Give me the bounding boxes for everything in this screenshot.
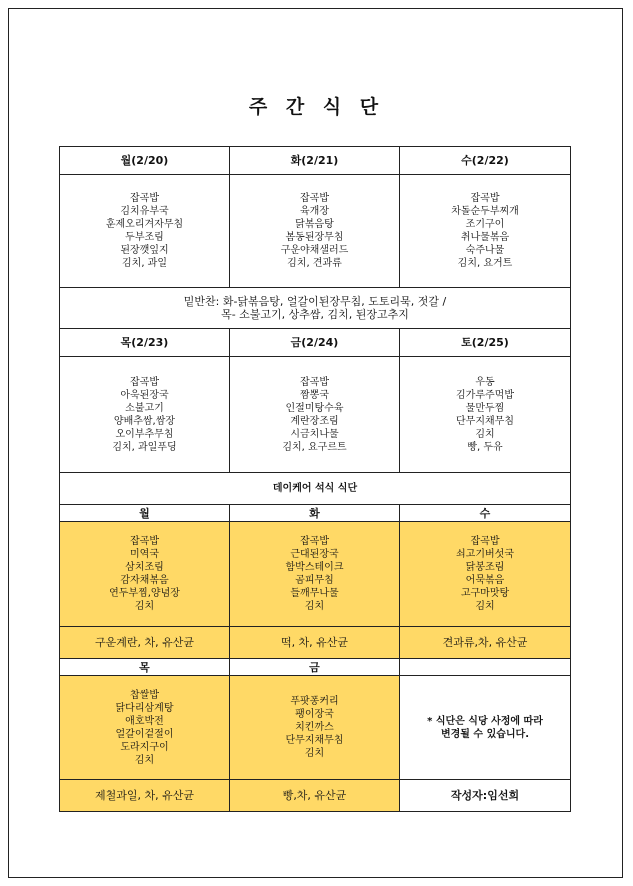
menu-item: 애호박전 (125, 715, 164, 727)
notice-text: 변경될 수 있습니다. (440, 728, 530, 740)
daycare-day-header: 금 (230, 659, 400, 676)
daycare-meal-wed (400, 522, 571, 627)
menu-item: 잡곡밥 (130, 193, 159, 204)
day-header-fri: 금(2/24) (230, 329, 400, 357)
menu-item: 팽이장국 (295, 709, 334, 720)
menu-item: 닭다리삼계탕 (115, 702, 174, 714)
menu-item: 단무지채무침 (456, 415, 514, 427)
daycare-meal-mon (60, 522, 230, 627)
daycare-snack-wed: 견과류,차, 유산균 (400, 627, 571, 659)
daycare-day-header: 월 (60, 505, 230, 522)
menu-item: 잡곡밥 (130, 376, 159, 388)
menu-item: 두부조림 (125, 232, 164, 243)
page-title: 주 간 식 단 (248, 96, 385, 118)
meal-cell-mon (60, 175, 230, 288)
menu-item: 닭봉조림 (465, 562, 505, 573)
menu-item: 근대된장국 (290, 549, 339, 560)
meal-cell-wed (400, 175, 571, 288)
menu-item: 구운야채샐러드 (280, 245, 349, 256)
daycare-day-header: 목 (60, 659, 230, 676)
day-header-wed: 수(2/22) (400, 147, 571, 175)
menu-item: 함박스테이크 (285, 562, 344, 573)
daycare-day-header: 화 (230, 505, 400, 522)
daycare-meal-fri (230, 676, 400, 780)
daycare-day-header: 수 (400, 505, 571, 522)
menu-item: 김치, 과일푸딩 (112, 441, 177, 453)
side-dishes-line: 목- 소불고기, 상추쌈, 김치, 된장고추지 (221, 308, 409, 321)
menu-item: 오이부추무침 (115, 428, 174, 440)
menu-item: 쇠고기버섯국 (456, 549, 514, 560)
menu-item: 감자채볶음 (120, 575, 169, 586)
menu-item: 잡곡밥 (300, 193, 329, 204)
menu-item: 김치, 요거트 (457, 258, 513, 269)
menu-item: 아욱된장국 (120, 389, 169, 401)
menu-item: 삼치조림 (125, 562, 164, 573)
menu-item: 시금치나물 (290, 428, 339, 440)
day-header-mon: 월(2/20) (60, 147, 230, 175)
menu-item: 김치 (304, 748, 325, 759)
menu-item: 치킨까스 (295, 722, 334, 733)
daycare-snack-fri: 빵,차, 유산균 (230, 780, 400, 812)
menu-item: 잡곡밥 (470, 536, 500, 547)
menu-item: 김치 (475, 601, 495, 612)
author-cell: 작성자:임선희 (400, 780, 571, 812)
menu-item: 우동 (475, 376, 495, 388)
menu-item: 잡곡밥 (130, 536, 159, 547)
meal-cell-sat (400, 357, 571, 473)
menu-item: 들깨무나물 (290, 588, 339, 599)
menu-item: 육개장 (300, 206, 329, 217)
notice-text: * 식단은 식당 사정에 따라 (427, 715, 543, 727)
menu-item: 훈제오리겨자무침 (105, 219, 184, 230)
daycare-meal-thu (60, 676, 230, 780)
menu-item: 계란장조림 (290, 415, 339, 427)
daycare-snack-thu: 제철과일, 차, 유산균 (60, 780, 230, 812)
daycare-snack-tue: 떡, 차, 유산균 (230, 627, 400, 659)
menu-item: 도라지구이 (120, 741, 169, 753)
menu-item: 양배추쌈,쌈장 (113, 415, 176, 427)
menu-item: 미역국 (130, 549, 159, 560)
menu-item: 김치, 요구르트 (282, 441, 347, 453)
side-dishes-row (60, 288, 571, 329)
menu-item: 김치 (134, 601, 155, 612)
menu-item: 단무지채무침 (285, 735, 344, 746)
meal-cell-thu (60, 357, 230, 473)
empty-header-cell (400, 659, 571, 676)
notice-cell (400, 676, 571, 780)
menu-item: 소불고기 (125, 402, 164, 414)
menu-item: 김치 (304, 601, 325, 612)
day-header-thu: 목(2/23) (60, 329, 230, 357)
menu-item: 짬뽕국 (300, 389, 329, 401)
menu-item: 인절미탕수육 (285, 402, 344, 414)
menu-item: 조기구이 (465, 219, 505, 230)
menu-item: 잡곡밥 (470, 193, 500, 204)
menu-item: 잡곡밥 (300, 536, 329, 547)
menu-item: 잡곡밥 (300, 376, 329, 388)
menu-item: 찹쌀밥 (130, 689, 159, 701)
menu-item: 김치, 과일 (122, 258, 167, 269)
menu-item: 된장깻잎지 (120, 245, 169, 256)
menu-item: 물만두찜 (465, 402, 505, 414)
menu-item: 취나물볶음 (460, 232, 510, 243)
menu-item: 푸팟퐁커리 (290, 696, 339, 707)
daycare-title: 데이케어 석식 식단 (60, 473, 571, 505)
menu-item: 김치유부국 (120, 206, 169, 217)
menu-item: 봄동된장무침 (285, 232, 344, 243)
side-dishes-line: 밑반찬: 화-닭볶음탕, 얼갈이된장무침, 도토리묵, 젓갈 / (183, 295, 447, 308)
menu-item: 김가루주먹밥 (456, 389, 514, 401)
menu-item: 숙주나물 (465, 245, 505, 256)
menu-item: 김치, 견과류 (287, 258, 342, 269)
menu-item: 얼갈이겉절이 (115, 728, 174, 740)
menu-item: 닭볶음탕 (295, 219, 334, 230)
menu-item: 김치 (475, 428, 495, 440)
menu-item: 고구마맛탕 (460, 588, 510, 599)
day-header-tue: 화(2/21) (230, 147, 400, 175)
weekly-menu-table (59, 146, 571, 812)
daycare-meal-tue (230, 522, 400, 627)
day-header-sat: 토(2/25) (400, 329, 571, 357)
daycare-snack-mon: 구운계란, 차, 유산균 (60, 627, 230, 659)
meal-cell-tue (230, 175, 400, 288)
menu-item: 빵, 두유 (467, 441, 503, 453)
menu-item: 어묵볶음 (465, 575, 505, 586)
menu-item: 김치 (134, 754, 155, 766)
meal-cell-fri (230, 357, 400, 473)
menu-item: 곰피무침 (295, 575, 334, 586)
menu-item: 차돌순두부찌개 (451, 206, 519, 217)
menu-item: 연두부찜,양념장 (109, 588, 180, 599)
